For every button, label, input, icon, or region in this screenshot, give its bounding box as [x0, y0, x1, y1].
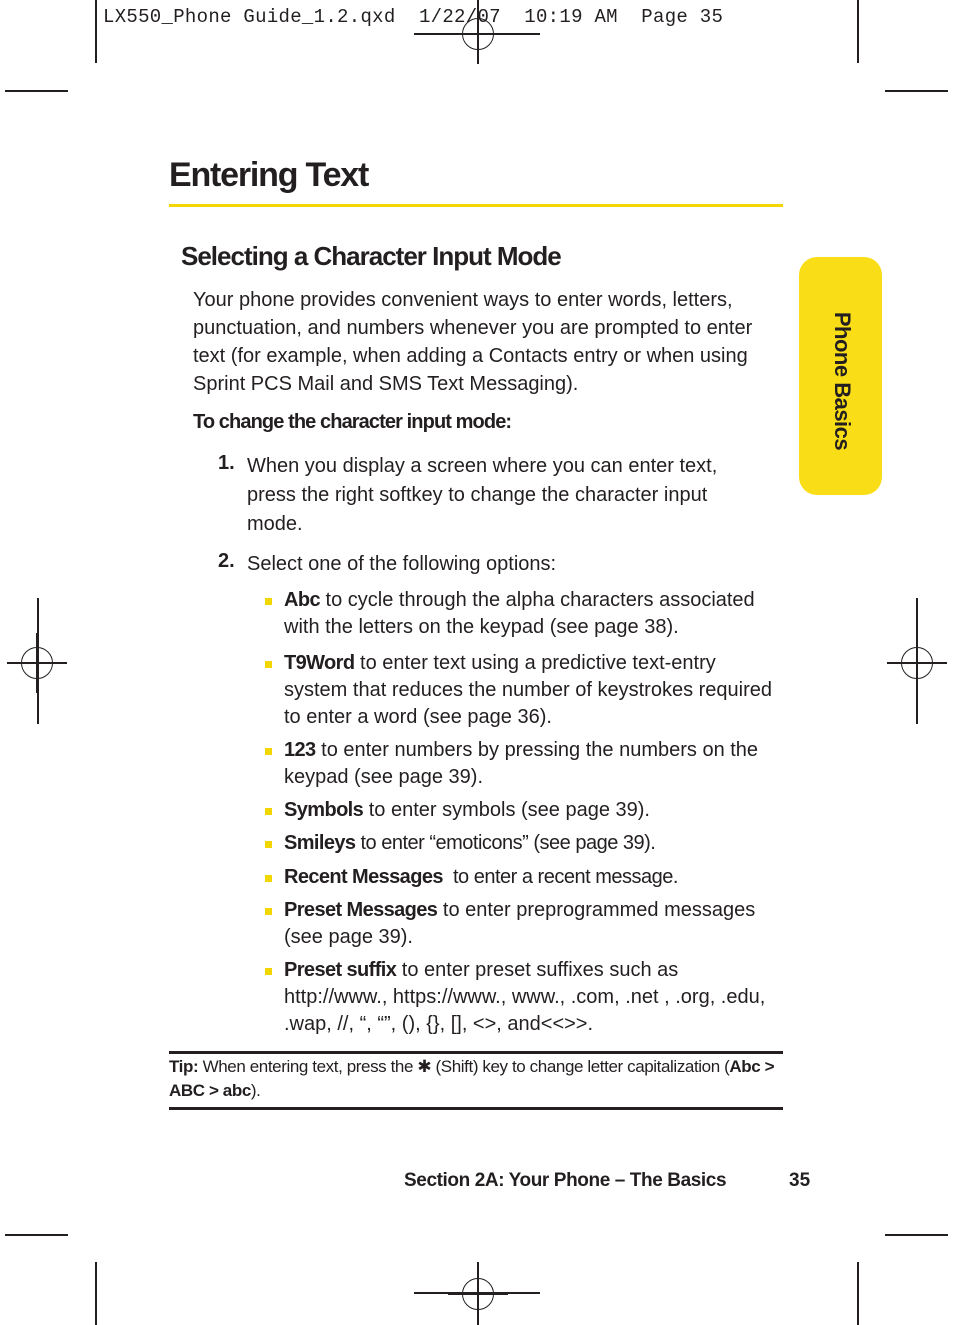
crop-mark — [885, 90, 948, 92]
option-desc: to cycle through the alpha characters associated with the letters on the keypad (see page 38). — [284, 589, 755, 638]
option-term: Recent Messages — [284, 866, 443, 888]
option-term: Preset Messages — [284, 899, 438, 921]
option-term: Preset suffix — [284, 959, 397, 981]
tip-rule-bottom — [169, 1107, 783, 1110]
footer-section-title: Section 2A: Your Phone – The Basics — [404, 1170, 727, 1191]
page-number: 35 — [789, 1170, 811, 1191]
list-item — [284, 587, 784, 641]
tip-sequence: Abc > ABC > abc — [169, 1057, 775, 1100]
crop-mark — [95, 0, 97, 63]
step-text: Select one of the following options: — [247, 553, 557, 575]
list-item — [284, 864, 784, 891]
step-number: 1. — [218, 452, 235, 474]
list-item — [284, 737, 784, 791]
option-desc: to enter numbers by pressing the numbers on the keypad (see page 39). — [284, 739, 759, 788]
list-item — [284, 650, 784, 731]
tip-text: When entering text, press the — [198, 1057, 418, 1076]
option-term: Smileys — [284, 832, 356, 854]
option-desc: to enter text using a predictive text-entry system that reduces the number of keystrokes required to enter a word (see page 36). — [284, 652, 773, 728]
intro-paragraph: Your phone provides convenient ways to enter words, letters, punctuation, and numbers whenever you are prompted to enter text (for example, when adding a Contacts entry or when using Sprint PCS Mail and SMS Text Messaging). — [193, 289, 753, 395]
page-title: Entering Text — [169, 156, 369, 194]
bullet-icon — [265, 908, 272, 915]
bullet-icon — [265, 875, 272, 882]
step-text: When you display a screen where you can enter text, press the right softkey to change the character input mode. — [247, 455, 718, 535]
crop-mark — [477, 1262, 479, 1325]
bullet-icon — [265, 841, 272, 848]
step-number: 2. — [218, 550, 235, 572]
tip-text: ). — [250, 1081, 261, 1100]
section-heading: Selecting a Character Input Mode — [181, 241, 561, 271]
option-term: Symbols — [284, 799, 364, 821]
tip-label: Tip: — [169, 1057, 199, 1076]
tip-text: (Shift) key to change letter capitalization ( — [431, 1057, 730, 1076]
bullet-icon — [265, 808, 272, 815]
option-desc: to enter “emoticons” (see page 39). — [355, 832, 656, 854]
list-item — [284, 897, 784, 951]
bullet-icon — [265, 748, 272, 755]
tip-rule-top — [169, 1051, 783, 1054]
crop-mark — [5, 1234, 68, 1236]
option-desc: to enter symbols (see page 39). — [363, 799, 650, 821]
list-item — [284, 830, 784, 857]
option-desc: to enter preprogrammed messages (see page 39). — [284, 899, 756, 948]
bullet-icon — [265, 968, 272, 975]
option-term: T9Word — [284, 652, 355, 674]
print-slug: LX550_Phone Guide_1.2.qxd 1/22/07 10:19 AM Page 35 — [103, 6, 724, 28]
option-desc: to enter a recent message. — [442, 866, 678, 888]
list-item — [284, 957, 784, 1038]
bullet-icon — [265, 661, 272, 668]
crop-mark — [95, 1262, 97, 1325]
option-term: Abc — [284, 589, 320, 611]
option-term: 123 — [284, 739, 316, 761]
tip-note — [169, 1055, 783, 1103]
option-desc: to enter preset suffixes such as http://www., https://www., www., .com, .net , .org, .edu, .wap, //, “, “”, (), {}, [], <>, and<<>>. — [284, 959, 766, 1035]
procedure-heading: To change the character input mode: — [193, 411, 512, 433]
crop-mark — [857, 1262, 859, 1325]
crop-mark — [5, 90, 68, 92]
shift-key-icon: ✱ — [417, 1057, 432, 1076]
crop-mark — [857, 0, 859, 63]
title-rule — [169, 204, 783, 207]
bullet-icon — [265, 598, 272, 605]
side-tab-label: Phone Basics — [830, 311, 855, 451]
list-item — [284, 797, 784, 824]
crop-mark — [37, 598, 39, 724]
crop-mark — [916, 598, 918, 724]
crop-mark — [885, 1234, 948, 1236]
